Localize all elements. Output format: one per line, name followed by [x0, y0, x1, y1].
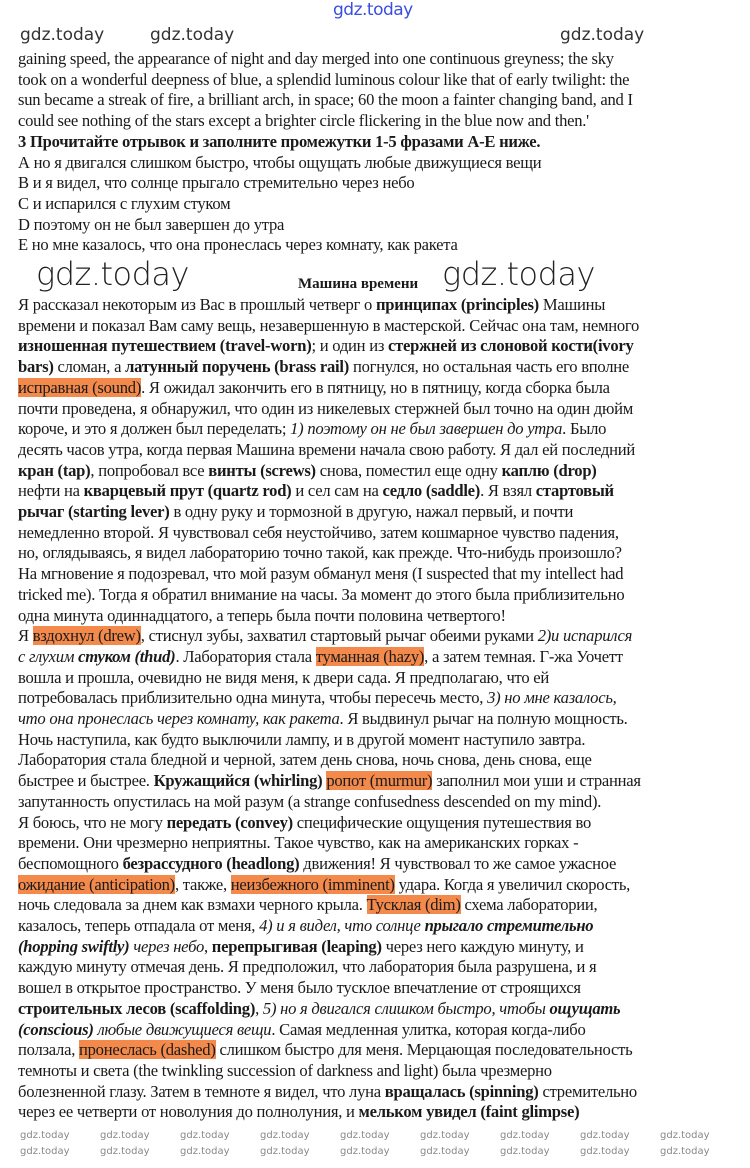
text-segment: Е но мне казалось, что она пронеслась через комнату, как ракета: [18, 235, 458, 255]
text-segment: Машины: [538, 295, 606, 314]
watermark-small: gdz.today: [100, 1130, 150, 1141]
text-segment: вошла и прошла, очевидно не видя меня, к двери сада. Я предполагаю, что ей: [18, 667, 550, 687]
text-segment: . Я выдвинул рычаг на полную мощность.: [339, 709, 628, 728]
text-line: [18, 194, 230, 215]
text-segment: sun became a streak of fire, a brilliant arch, in space; 60 the moon a fainter changing band, and I: [18, 90, 633, 110]
text-segment: одна минута одиннадцатого, а теперь была почти половина четвертого!: [18, 605, 506, 625]
watermark-small: gdz.today: [180, 1130, 230, 1141]
text-line: [18, 564, 623, 585]
watermark-medium: gdz.today: [560, 25, 645, 45]
emphasized-phrase: что она пронеслась через комнату, как ракета: [18, 709, 340, 728]
text-line: [18, 173, 414, 194]
text-segment: короче, и это я должен был переделать;: [18, 419, 291, 439]
emphasized-phrase: с глухим: [18, 646, 79, 666]
highlighted-phrase: ропот (murmur): [326, 771, 433, 791]
text-segment: ; и один из: [311, 336, 389, 356]
watermark-small: gdz.today: [580, 1146, 630, 1157]
text-segment: could see nothing of the stars except a brighter circle flickering in the blue now and then.': [18, 111, 589, 131]
emphasized-phrase: 4) и я видел, что солнце: [259, 916, 425, 935]
text-segment: . Было: [562, 419, 607, 439]
emphasized-phrase: bars): [18, 357, 54, 377]
watermark-small: gdz.today: [100, 1146, 150, 1157]
text-segment: казалось, теперь отпадала от меня,: [18, 916, 260, 935]
text-line: [18, 1040, 632, 1061]
highlighted-phrase: пронеслась (dashed): [79, 1040, 216, 1060]
text-line: [18, 957, 596, 978]
watermark-medium: gdz.today: [150, 25, 235, 45]
text-segment: А но я двигался слишком быстро, чтобы ощущать любые движущиеся вещи: [18, 152, 542, 172]
text-segment: каждую минуту отмечая день. Я предположил, что лаборатория была разрушена, и я: [18, 957, 597, 977]
text-segment: С и испарился с глухим стуком: [18, 193, 231, 213]
text-segment: . Самая медленная улитка, которая когда-либо: [271, 1019, 586, 1039]
text-segment: , а затем темная. Г-жа Уочетт: [424, 646, 623, 666]
emphasized-phrase: вращалась (spinning): [384, 1081, 539, 1101]
text-line: [18, 813, 591, 834]
watermark-small: gdz.today: [500, 1146, 550, 1157]
emphasized-phrase: 2)и испарился: [537, 626, 633, 646]
text-segment: заполнил мои уши и странная: [432, 771, 641, 791]
highlighted-phrase: неизбежного (imminent): [230, 874, 395, 894]
watermark-small: gdz.today: [500, 1130, 550, 1141]
text-line: [18, 999, 620, 1020]
text-segment: . Я взял: [480, 481, 536, 501]
emphasized-phrase: 5) но я двигался слишком быстро, чтобы: [262, 998, 550, 1018]
text-line: [18, 70, 629, 91]
site-watermark-top[interactable]: gdz.today: [333, 0, 413, 20]
text-segment: ,: [255, 998, 263, 1018]
text-line: [18, 461, 597, 482]
text-line: [18, 833, 578, 854]
text-segment: ,: [204, 936, 212, 956]
highlighted-phrase: вздохнул (drew): [32, 626, 141, 646]
text-segment: ночь следовала за днем как взмахи черного крыла.: [18, 895, 367, 915]
text-segment: tricked me). Тогда я обратил внимание на часы. За момент до этого была приблизительно: [18, 584, 625, 604]
emphasized-phrase: 3) но мне казалось,: [487, 688, 617, 708]
text-line: [18, 771, 641, 792]
text-segment: но, оглядываясь, я видел лабораторию точно такой, как прежде. Что-нибудь произошло?: [18, 543, 622, 563]
text-line: [18, 153, 541, 174]
text-segment: Лаборатория стала бледной и черной, затем день снова, ночь снова, день снова, еще: [18, 750, 592, 770]
text-line: [18, 730, 585, 751]
text-line: [18, 937, 584, 958]
emphasized-phrase: прыгало стремительно: [424, 916, 594, 935]
text-line: [18, 1020, 586, 1041]
text-line: [18, 481, 614, 502]
text-line: [18, 378, 610, 399]
text-line: [18, 668, 549, 689]
text-segment: снова, поместил еще одну: [315, 460, 502, 480]
text-line: [18, 215, 284, 236]
emphasized-phrase: стартовый: [535, 481, 614, 501]
emphasized-phrase: изношенная путешествием (travel-worn): [18, 336, 312, 356]
text-segment: Я рассказал некоторым из Вас в прошлый четверг о: [18, 295, 376, 314]
emphasized-phrase: Кружащийся (whirling): [153, 771, 323, 791]
watermark-small: gdz.today: [660, 1146, 710, 1157]
watermark-small: gdz.today: [260, 1130, 310, 1141]
text-line: [18, 440, 635, 461]
text-segment: gaining speed, the appearance of night and day merged into one continuous greyness; the sky: [18, 49, 614, 68]
watermark-small: gdz.today: [420, 1146, 470, 1157]
text-segment: слишком быстро для меня. Мерцающая последовательность: [215, 1040, 633, 1060]
text-segment: На мгновение я подозревал, что мой разум обманул меня (I suspected that my intellect had: [18, 564, 624, 584]
text-line: [18, 854, 616, 875]
text-line: [18, 875, 630, 896]
text-line: [18, 543, 622, 564]
highlighted-phrase: ожидание (anticipation): [18, 874, 175, 894]
emphasized-phrase: каплю (drop): [501, 460, 597, 480]
emphasized-phrase: стуком (thud): [78, 646, 176, 666]
emphasized-phrase: стержней из слоновой кости(ivory: [388, 336, 634, 356]
story-title: Машина времени: [298, 276, 419, 292]
text-segment: . Лаборатория стала: [175, 646, 316, 666]
text-segment: темноты и света (the twinkling succession of darkness and light) была чрезмерно: [18, 1060, 552, 1080]
text-segment: D поэтому он не был завершен до утра: [18, 214, 285, 234]
text-line: [18, 647, 623, 668]
emphasized-phrase: через небо: [129, 936, 204, 956]
highlighted-phrase: туманная (hazy): [315, 646, 425, 666]
text-segment: почти проведена, я обнаружил, что один из никелевых стержней был точно на один дюйм: [18, 398, 633, 418]
text-line: [18, 750, 592, 771]
text-segment: времени. Они чрезмерно неприятны. Такое чувство, как на американских горках -: [18, 833, 579, 853]
emphasized-phrase: 3 Прочитайте отрывок и заполните промежутки 1-5 фразами А-Е ниже.: [18, 131, 541, 151]
text-line: [18, 709, 628, 730]
text-line: [18, 90, 633, 111]
watermark-small: gdz.today: [20, 1130, 70, 1141]
text-segment: движения! Я чувствовал то же самое ужасное: [299, 853, 617, 873]
text-line: [18, 626, 632, 647]
text-segment: ползала,: [18, 1040, 79, 1060]
watermark-medium: gdz.today: [20, 25, 105, 45]
text-segment: через него каждую минуту, и: [381, 936, 584, 956]
watermark-small: gdz.today: [580, 1130, 630, 1141]
text-line: [18, 916, 593, 937]
text-segment: времени и показал Вам саму вещь, незавершенную в мастерской. Сейчас она там, немного: [18, 315, 640, 335]
text-segment: болезненной глазу. Затем в темноте я видел, что луна: [18, 1081, 385, 1101]
text-line: [18, 1082, 637, 1103]
text-line: [18, 606, 506, 627]
text-segment: через ее четверти от новолуния до полнолуния, и: [18, 1102, 359, 1122]
text-line: [18, 792, 601, 813]
emphasized-phrase: принципах (principles): [375, 295, 539, 314]
text-line: [18, 523, 619, 544]
text-segment: схема лаборатории,: [460, 895, 598, 915]
text-line: [18, 419, 606, 440]
emphasized-phrase: 1) поэтому он не был завершен до утра: [290, 419, 563, 439]
text-line: [18, 336, 634, 357]
emphasized-phrase: латунный поручень (brass rail): [125, 357, 350, 377]
emphasized-phrase: строительных лесов (scaffolding): [18, 998, 256, 1018]
text-segment: быстрее и быстрее.: [18, 771, 154, 791]
emphasized-phrase: любые движущиеся вещи: [93, 1019, 272, 1039]
text-line: [18, 316, 639, 337]
text-line: [18, 978, 581, 999]
text-segment: запутанность опустилась на мой разум (a strange confusedness descended on my mind).: [18, 791, 602, 811]
text-segment: , также,: [174, 874, 231, 894]
text-line: [18, 1061, 552, 1082]
highlighted-phrase: Тусклая (dim): [366, 895, 461, 915]
text-line: [18, 49, 614, 70]
emphasized-phrase: мельком увидел (faint glimpse): [358, 1102, 580, 1122]
text-segment: в одну руку и тормозной в другую, нажал первый, и почти: [169, 502, 574, 521]
emphasized-phrase: кран (tap): [18, 460, 91, 480]
text-segment: Ночь наступила, как будто выключили лампу, и в другой момент наступило завтра.: [18, 729, 586, 749]
text-line: [18, 399, 633, 420]
text-segment: погнулся, но остальная часть его вполне: [349, 357, 630, 377]
emphasized-phrase: (conscious): [18, 1019, 94, 1039]
emphasized-phrase: седло (saddle): [382, 481, 481, 501]
text-segment: десять часов утра, когда первая Машина времени начала свою работу. Я дал ей последний: [18, 439, 635, 459]
text-segment: сломан, а: [53, 357, 126, 377]
text-line: [18, 895, 597, 916]
emphasized-phrase: ощущать: [549, 998, 621, 1018]
text-segment: специфические ощущения путешествия во: [292, 812, 592, 832]
text-line: [18, 502, 573, 523]
emphasized-phrase: винты (screws): [208, 460, 316, 480]
watermark-small: gdz.today: [20, 1146, 70, 1157]
watermark-small: gdz.today: [260, 1146, 310, 1157]
text-line: [18, 295, 605, 316]
text-segment: Я боюсь, что не могу: [18, 812, 167, 832]
text-line: [18, 688, 617, 709]
highlighted-phrase: исправная (sound): [18, 377, 142, 397]
text-line: [18, 111, 589, 132]
watermark-small: gdz.today: [340, 1130, 390, 1141]
text-segment: . Я ожидал закончить его в пятницу, но в пятницу, когда сборка была: [141, 377, 610, 397]
text-segment: стремительно: [538, 1081, 637, 1101]
text-line: [18, 1102, 579, 1123]
emphasized-phrase: передать (convey): [166, 812, 293, 832]
text-segment: , стиснул зубы, захватил стартовый рычаг обеими руками: [140, 626, 538, 646]
text-segment: и сел сам на: [291, 481, 383, 501]
text-segment: удара. Когда я увеличил скорость,: [394, 874, 631, 894]
emphasized-phrase: безрассудного (headlong): [122, 853, 300, 873]
text-segment: В и я видел, что солнце прыгало стремительно через небо: [18, 173, 415, 193]
watermark-large: gdz.today: [36, 255, 189, 293]
text-line: [18, 132, 540, 153]
text-segment: немедленно второй. Я чувствовал себя неустойчиво, затем кошмарное чувство падения,: [18, 522, 619, 542]
watermark-small: gdz.today: [340, 1146, 390, 1157]
text-segment: вошел в открытое пространство. У меня было тусклое впечатление от строящихся: [18, 978, 581, 998]
emphasized-phrase: кварцевый прут (quartz rod): [83, 481, 292, 501]
emphasized-phrase: рычаг (starting lever): [18, 502, 170, 521]
text-segment: , попробовал все: [90, 460, 209, 480]
text-segment: беспомощного: [18, 853, 123, 873]
watermark-small: gdz.today: [660, 1130, 710, 1141]
watermark-large: gdz.today: [442, 255, 595, 293]
text-segment: потребовалась приблизительно одна минута, чтобы пересечь место,: [18, 688, 488, 708]
text-line: [18, 235, 458, 256]
text-line: [18, 357, 629, 378]
text-segment: Я: [18, 626, 33, 646]
emphasized-phrase: (hopping swiftly): [18, 936, 130, 956]
watermark-small: gdz.today: [180, 1146, 230, 1157]
emphasized-phrase: перепрыгивая (leaping): [211, 936, 382, 956]
text-segment: нефти на: [18, 481, 84, 501]
text-line: [18, 585, 624, 606]
text-segment: took on a wonderful deepness of blue, a splendid luminous colour like that of early twilight: the: [18, 69, 630, 89]
watermark-small: gdz.today: [420, 1130, 470, 1141]
